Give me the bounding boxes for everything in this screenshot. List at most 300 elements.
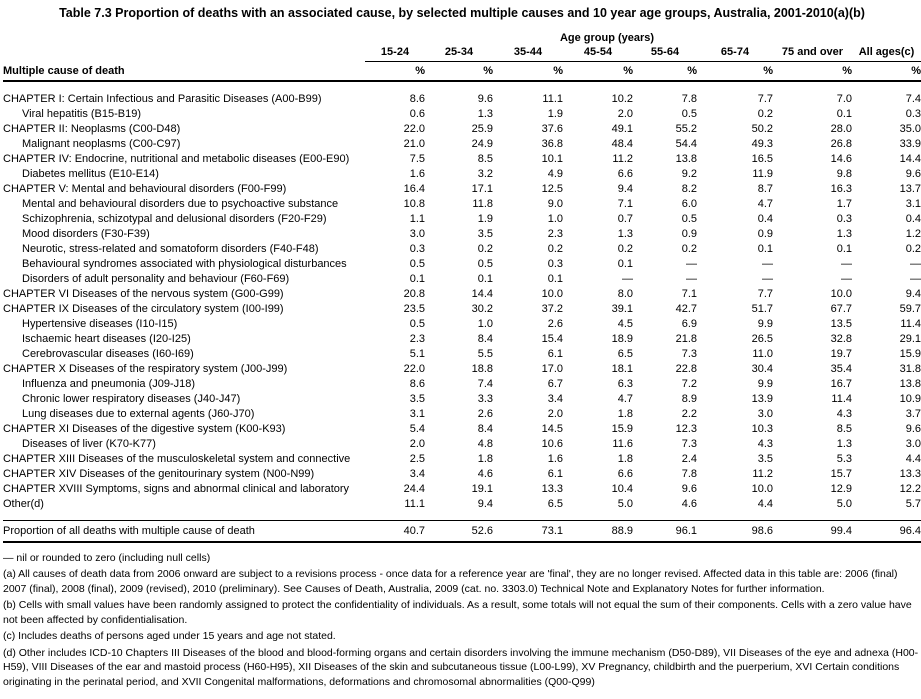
value-cell: 7.7: [757, 288, 773, 300]
value-cell: 10.9: [899, 393, 921, 405]
value-cell: 1.8: [617, 408, 633, 420]
value-cell: 14.5: [541, 423, 563, 435]
value-cell: 14.6: [830, 153, 852, 165]
row-label: Hypertensive diseases (I10-I15): [22, 318, 178, 330]
value-cell: 10.0: [751, 483, 773, 495]
value-cell: 17.0: [541, 363, 563, 375]
value-cell: 26.5: [751, 333, 773, 345]
value-cell: 11.6: [612, 438, 633, 450]
value-cell: 55.2: [675, 123, 697, 135]
row-label: Ischaemic heart diseases (I20-I25): [22, 333, 191, 345]
value-cell: 4.4: [757, 498, 773, 510]
value-cell: 4.7: [617, 393, 633, 405]
value-cell: 3.1: [409, 408, 425, 420]
value-cell: 30.2: [471, 303, 493, 315]
value-cell: 10.0: [541, 288, 563, 300]
value-cell: 2.3: [409, 333, 425, 345]
value-cell: —: [841, 273, 852, 285]
value-cell: 8.9: [681, 393, 697, 405]
table-row: [3, 392, 921, 407]
value-cell: 6.0: [681, 198, 697, 210]
value-cell: 9.4: [905, 288, 921, 300]
value-cell: 15.7: [830, 468, 852, 480]
value-cell: 8.5: [836, 423, 852, 435]
value-cell: 10.1: [541, 153, 563, 165]
total-value-cell: 88.9: [563, 520, 633, 542]
value-cell: 35.4: [830, 363, 852, 375]
value-cell: 9.4: [617, 183, 633, 195]
value-cell: 4.3: [757, 438, 773, 450]
footnote: — nil or rounded to zero (including null cells): [3, 551, 211, 564]
value-cell: 6.5: [547, 498, 563, 510]
table-row: [3, 377, 921, 392]
value-cell: 9.6: [681, 483, 697, 495]
unit-label: %: [773, 62, 852, 82]
value-cell: 67.7: [830, 303, 852, 315]
value-cell: 14.4: [899, 153, 921, 165]
table-row: [3, 197, 921, 212]
value-cell: 13.5: [830, 318, 852, 330]
row-label: Neurotic, stress-related and somatoform disorders (F40-F48): [22, 243, 319, 255]
value-cell: 30.4: [751, 363, 773, 375]
value-cell: 7.8: [681, 93, 697, 105]
value-cell: 1.3: [617, 228, 633, 240]
value-cell: 1.0: [547, 213, 563, 225]
value-cell: 0.5: [409, 318, 425, 330]
table-footer-section: [3, 512, 921, 542]
row-label: Influenza and pneumonia (J09-J18): [22, 378, 196, 390]
table-row: [3, 467, 921, 482]
row-label: CHAPTER V: Mental and behavioural disorders (F00-F99): [3, 183, 287, 195]
value-cell: 25.9: [471, 123, 493, 135]
footnote: (c) Includes deaths of persons aged under 15 years and age not stated.: [3, 630, 336, 642]
unit-label: %: [563, 62, 633, 82]
row-label: CHAPTER II: Neoplasms (C00-D48): [3, 123, 181, 135]
value-cell: 4.8: [477, 438, 493, 450]
value-cell: 7.5: [409, 153, 425, 165]
value-cell: 3.1: [905, 198, 921, 210]
value-cell: 6.7: [547, 378, 563, 390]
value-cell: 3.4: [409, 468, 425, 480]
row-label: Behavioural syndromes associated with physiological disturbances: [22, 258, 347, 270]
value-cell: 0.1: [757, 243, 773, 255]
value-cell: 13.8: [675, 153, 697, 165]
row-label: CHAPTER XVIII Symptoms, signs and abnormal clinical and laboratory: [3, 483, 350, 495]
row-label: CHAPTER XIII Diseases of the musculoskeletal system and connective: [3, 453, 351, 465]
value-cell: 0.6: [409, 108, 425, 120]
row-label: Viral hepatitis (B15-B19): [22, 108, 142, 120]
value-cell: 7.7: [757, 93, 773, 105]
value-cell: 1.8: [477, 453, 493, 465]
value-cell: 0.1: [836, 108, 852, 120]
unit-label: %: [365, 62, 425, 82]
value-cell: 16.5: [751, 153, 773, 165]
value-cell: 0.1: [836, 243, 852, 255]
value-cell: 1.2: [905, 228, 921, 240]
value-cell: 6.3: [617, 378, 633, 390]
value-cell: 7.3: [681, 438, 697, 450]
value-cell: —: [686, 258, 697, 270]
spacer-cell: [3, 512, 921, 520]
value-cell: 19.7: [830, 348, 852, 360]
footnote: (a) All causes of death data from 2006 onward are subject to a revisions process - once data for a reference year are 'final', they are no longer revised. Affected data in this table are: 2006 (final) 2007 (final), 2008 (final), 2009 (revised), 2010 (preliminary). See Causes of Death, Australia, 2009 (cat. no. 3303.0) Technical Note and Explanatory Notes for further information.: [3, 568, 898, 595]
value-cell: 4.6: [477, 468, 493, 480]
value-cell: 8.2: [681, 183, 697, 195]
value-cell: 5.0: [836, 498, 852, 510]
value-cell: 18.8: [471, 363, 493, 375]
value-cell: 8.0: [617, 288, 633, 300]
total-value-cell: 99.4: [773, 520, 852, 542]
column-header: All ages(c): [852, 46, 921, 62]
value-cell: 2.6: [477, 408, 493, 420]
value-cell: 1.6: [409, 168, 425, 180]
value-cell: 10.8: [403, 198, 425, 210]
value-cell: 2.3: [547, 228, 563, 240]
value-cell: 9.8: [836, 168, 852, 180]
value-cell: 11.8: [472, 198, 493, 210]
table-row: [3, 422, 921, 437]
value-cell: 2.2: [681, 408, 697, 420]
total-value-cell: 98.6: [697, 520, 773, 542]
value-cell: 8.4: [477, 333, 493, 345]
unit-label: %: [493, 62, 563, 82]
value-cell: —: [910, 258, 921, 270]
column-header-row: [3, 46, 921, 62]
spacer-row: [3, 512, 921, 520]
value-cell: 54.4: [675, 138, 697, 150]
value-cell: 0.5: [477, 258, 493, 270]
value-cell: 29.1: [899, 333, 921, 345]
value-cell: 0.1: [617, 258, 633, 270]
page: [3, 6, 921, 689]
value-cell: 49.1: [611, 123, 633, 135]
value-cell: 19.1: [471, 483, 493, 495]
table-row: [3, 482, 921, 497]
value-cell: 8.4: [477, 423, 493, 435]
value-cell: 3.3: [477, 393, 493, 405]
value-cell: 4.9: [547, 168, 563, 180]
spacer-cell: [3, 81, 921, 92]
value-cell: 9.6: [905, 423, 921, 435]
value-cell: 9.6: [905, 168, 921, 180]
value-cell: 7.1: [681, 288, 697, 300]
column-header: 15-24: [365, 46, 425, 62]
value-cell: 11.0: [752, 348, 773, 360]
value-cell: 6.5: [617, 348, 633, 360]
table-row: [3, 287, 921, 302]
column-header: 65-74: [697, 46, 773, 62]
value-cell: 11.2: [612, 153, 633, 165]
blank-cell: [3, 46, 365, 62]
unit-header-row: [3, 62, 921, 82]
table-row: [3, 497, 921, 512]
value-cell: 3.5: [409, 393, 425, 405]
row-label: Diseases of liver (K70-K77): [22, 438, 156, 450]
value-cell: 0.2: [617, 243, 633, 255]
row-label: Malignant neoplasms (C00-C97): [22, 138, 181, 150]
column-header: 45-54: [563, 46, 633, 62]
value-cell: 14.4: [471, 288, 493, 300]
unit-label: %: [633, 62, 697, 82]
value-cell: 9.6: [477, 93, 493, 105]
table-row: [3, 347, 921, 362]
unit-label: %: [425, 62, 493, 82]
value-cell: 24.9: [471, 138, 493, 150]
value-cell: 1.3: [477, 108, 493, 120]
value-cell: 5.4: [409, 423, 425, 435]
value-cell: 42.7: [675, 303, 697, 315]
value-cell: 16.4: [403, 183, 425, 195]
value-cell: 48.4: [611, 138, 633, 150]
value-cell: 0.4: [905, 213, 921, 225]
table-title: Table 7.3 Proportion of deaths with an associated cause, by selected multiple causes and 10 year age groups, Australia, 2001-2010(a)(b): [59, 6, 865, 20]
value-cell: 5.7: [905, 498, 921, 510]
value-cell: 13.9: [751, 393, 773, 405]
table-row: [3, 302, 921, 317]
total-value-cell: 40.7: [365, 520, 425, 542]
value-cell: 12.9: [830, 483, 852, 495]
value-cell: 6.1: [547, 348, 563, 360]
value-cell: 0.5: [409, 258, 425, 270]
group-header-row: [3, 32, 921, 46]
row-label: Mental and behavioural disorders due to psychoactive substance: [22, 198, 339, 210]
value-cell: 7.1: [617, 198, 633, 210]
value-cell: 4.3: [836, 408, 852, 420]
value-cell: 6.9: [681, 318, 697, 330]
value-cell: 3.5: [477, 228, 493, 240]
value-cell: 2.6: [547, 318, 563, 330]
value-cell: 31.8: [899, 363, 921, 375]
value-cell: 6.1: [547, 468, 563, 480]
value-cell: 4.7: [757, 198, 773, 210]
row-label: CHAPTER X Diseases of the respiratory system (J00-J99): [3, 363, 288, 375]
value-cell: 0.2: [681, 243, 697, 255]
value-cell: 0.9: [757, 228, 773, 240]
value-cell: 1.8: [617, 453, 633, 465]
row-header: Multiple cause of death: [3, 62, 365, 82]
column-header: 25-34: [425, 46, 493, 62]
value-cell: —: [622, 273, 633, 285]
total-value-cell: 73.1: [493, 520, 563, 542]
value-cell: 13.7: [899, 183, 921, 195]
value-cell: 36.8: [541, 138, 563, 150]
table-row: [3, 242, 921, 257]
value-cell: 1.3: [836, 438, 852, 450]
value-cell: 3.2: [477, 168, 493, 180]
value-cell: 3.4: [547, 393, 563, 405]
value-cell: 0.7: [617, 213, 633, 225]
footnote: (b) Cells with small values have been randomly assigned to protect the confidentiality of individuals. As a result, some totals will not equal the sum of their components. Cells with a zero value have not been affected by confidentialisation.: [3, 599, 912, 626]
value-cell: 4.4: [905, 453, 921, 465]
table-row: [3, 317, 921, 332]
value-cell: 35.0: [899, 123, 921, 135]
value-cell: 11.9: [752, 168, 773, 180]
value-cell: 16.7: [830, 378, 852, 390]
table-row: [3, 332, 921, 347]
table-row: [3, 407, 921, 422]
value-cell: 1.0: [477, 318, 493, 330]
table-row: [3, 362, 921, 377]
footnotes: [3, 551, 921, 690]
value-cell: 59.7: [899, 303, 921, 315]
value-cell: 2.0: [409, 438, 425, 450]
value-cell: 6.6: [617, 468, 633, 480]
value-cell: 8.5: [477, 153, 493, 165]
value-cell: 0.3: [905, 108, 921, 120]
table-row: [3, 167, 921, 182]
value-cell: 9.2: [681, 168, 697, 180]
value-cell: 16.3: [830, 183, 852, 195]
row-label: CHAPTER XIV Diseases of the genitourinary system (N00-N99): [3, 468, 315, 480]
table-row: [3, 212, 921, 227]
table-row: [3, 137, 921, 152]
table-row: [3, 272, 921, 287]
table-row: [3, 437, 921, 452]
row-label: CHAPTER XI Diseases of the digestive system (K00-K93): [3, 423, 286, 435]
total-value-cell: 52.6: [425, 520, 493, 542]
value-cell: 1.9: [547, 108, 563, 120]
value-cell: 0.3: [547, 258, 563, 270]
value-cell: 1.7: [836, 198, 852, 210]
value-cell: 7.8: [681, 468, 697, 480]
total-row-label: Proportion of all deaths with multiple cause of death: [3, 520, 365, 542]
table-row: [3, 122, 921, 137]
value-cell: 37.2: [541, 303, 563, 315]
value-cell: 12.2: [899, 483, 921, 495]
footnote: (d) Other includes ICD-10 Chapters III Diseases of the blood and blood-forming organs and certain disorders involving the immune mechanism (D50-D89), VII Diseases of the eye and adnexa (H00-H59), VIII Diseases of the ear and mastoid process (H60-H95), XII Diseases of the skin and subcutaneous tissue (L00-L99), XV Pregnancy, childbirth and the puerperium, XVI Certain conditions originating in the perinatal period, and XVII Congenital malformations, deformations and chromosomal abnormalities (Q00-Q99): [3, 646, 919, 688]
value-cell: 11.4: [831, 393, 852, 405]
unit-label: %: [697, 62, 773, 82]
value-cell: 21.8: [675, 333, 697, 345]
value-cell: 39.1: [611, 303, 633, 315]
value-cell: 9.0: [547, 198, 563, 210]
row-label: Diabetes mellitus (E10-E14): [22, 168, 159, 180]
value-cell: 18.9: [611, 333, 633, 345]
row-label: CHAPTER VI Diseases of the nervous system (G00-G99): [3, 288, 284, 300]
value-cell: 2.5: [409, 453, 425, 465]
value-cell: 13.3: [899, 468, 921, 480]
value-cell: 22.0: [403, 123, 425, 135]
value-cell: 22.8: [675, 363, 697, 375]
blank-cell: [3, 32, 365, 46]
value-cell: 49.3: [751, 138, 773, 150]
value-cell: 5.1: [409, 348, 425, 360]
value-cell: 18.1: [611, 363, 633, 375]
value-cell: 15.9: [899, 348, 921, 360]
row-label: Other(d): [3, 498, 44, 510]
table-row: [3, 257, 921, 272]
value-cell: —: [910, 273, 921, 285]
value-cell: 0.1: [547, 273, 563, 285]
value-cell: 11.1: [404, 498, 425, 510]
unit-label: %: [852, 62, 921, 82]
value-cell: 10.3: [751, 423, 773, 435]
value-cell: 4.6: [681, 498, 697, 510]
table-row: [3, 107, 921, 122]
value-cell: 13.3: [541, 483, 563, 495]
value-cell: 3.5: [757, 453, 773, 465]
value-cell: 0.1: [409, 273, 425, 285]
value-cell: 7.3: [681, 348, 697, 360]
row-label: Mood disorders (F30-F39): [22, 228, 150, 240]
spacer-row: [3, 81, 921, 92]
value-cell: 2.0: [617, 108, 633, 120]
value-cell: 5.0: [617, 498, 633, 510]
value-cell: 0.2: [547, 243, 563, 255]
row-label: Cerebrovascular diseases (I60-I69): [22, 348, 194, 360]
age-group-header: Age group (years): [559, 32, 655, 44]
row-label: CHAPTER IX Diseases of the circulatory system (I00-I99): [3, 303, 284, 315]
value-cell: 1.9: [477, 213, 493, 225]
value-cell: 11.1: [542, 93, 563, 105]
value-cell: 4.5: [617, 318, 633, 330]
row-label: Disorders of adult personality and behaviour (F60-F69): [22, 273, 290, 285]
value-cell: 9.9: [757, 318, 773, 330]
value-cell: 50.2: [751, 123, 773, 135]
value-cell: 1.6: [547, 453, 563, 465]
value-cell: 0.2: [477, 243, 493, 255]
value-cell: 3.0: [905, 438, 921, 450]
value-cell: 37.6: [541, 123, 563, 135]
value-cell: 7.2: [681, 378, 697, 390]
table-row: [3, 152, 921, 167]
table-row: [3, 452, 921, 467]
value-cell: 10.0: [830, 288, 852, 300]
value-cell: 23.5: [403, 303, 425, 315]
value-cell: 3.7: [905, 408, 921, 420]
column-header: 55-64: [633, 46, 697, 62]
value-cell: 9.4: [477, 498, 493, 510]
value-cell: 12.5: [541, 183, 563, 195]
value-cell: 10.2: [611, 93, 633, 105]
value-cell: 0.4: [757, 213, 773, 225]
value-cell: 20.8: [403, 288, 425, 300]
value-cell: 7.4: [477, 378, 493, 390]
value-cell: 32.8: [830, 333, 852, 345]
table-row: [3, 227, 921, 242]
value-cell: 15.9: [611, 423, 633, 435]
value-cell: 7.4: [905, 93, 921, 105]
value-cell: 21.0: [403, 138, 425, 150]
value-cell: 13.8: [899, 378, 921, 390]
total-value-cell: 96.4: [852, 520, 921, 542]
value-cell: 0.1: [477, 273, 493, 285]
table-body: [3, 81, 921, 512]
value-cell: 1.1: [409, 213, 425, 225]
value-cell: 7.0: [836, 93, 852, 105]
value-cell: 8.7: [757, 183, 773, 195]
value-cell: 2.4: [681, 453, 697, 465]
table-row: [3, 182, 921, 197]
value-cell: 8.6: [409, 378, 425, 390]
value-cell: 51.7: [751, 303, 773, 315]
row-label: Lung diseases due to external agents (J60-J70): [22, 408, 255, 420]
value-cell: 0.5: [681, 213, 697, 225]
value-cell: 0.3: [836, 213, 852, 225]
value-cell: 3.0: [757, 408, 773, 420]
row-label: CHAPTER IV: Endocrine, nutritional and metabolic diseases (E00-E90): [3, 153, 350, 165]
value-cell: 11.4: [900, 318, 921, 330]
value-cell: 10.4: [611, 483, 633, 495]
value-cell: 6.6: [617, 168, 633, 180]
value-cell: 0.3: [409, 243, 425, 255]
value-cell: 11.2: [752, 468, 773, 480]
value-cell: 5.3: [836, 453, 852, 465]
value-cell: 5.5: [477, 348, 493, 360]
value-cell: —: [686, 273, 697, 285]
row-label: CHAPTER I: Certain Infectious and Parasitic Diseases (A00-B99): [3, 93, 322, 105]
column-header: 75 and over: [773, 46, 852, 62]
